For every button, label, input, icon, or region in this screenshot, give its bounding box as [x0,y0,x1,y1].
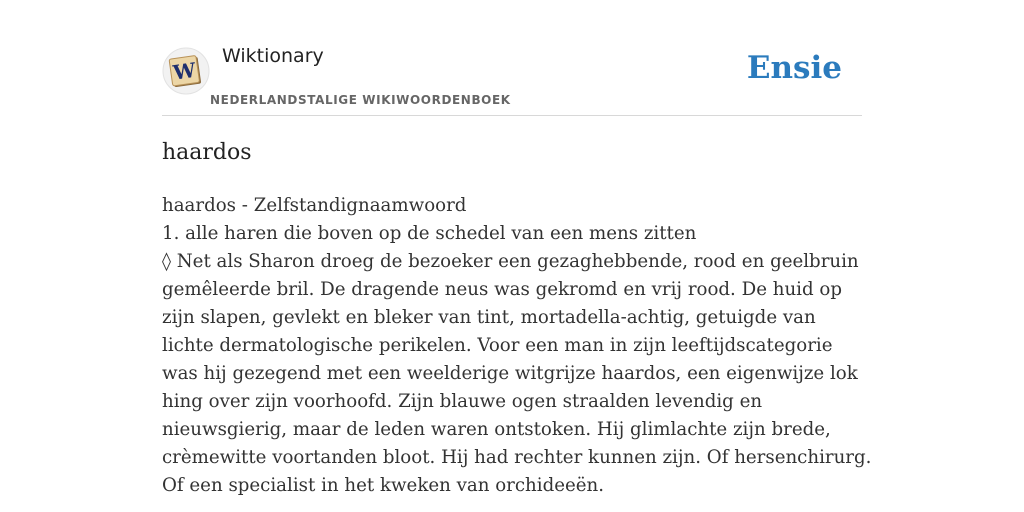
site-subtitle: NEDERLANDSTALIGE WIKIWOORDENBOEK [210,93,511,107]
svg-text:W: W [171,57,198,85]
entry-body [162,192,872,500]
definition-line: 1. alle haren die boven op de schedel van een mens zitten [162,223,697,244]
page-title: haardos [162,140,252,165]
word-class-line: haardos - Zelfstandignaamwoord [162,195,467,216]
site-title[interactable]: Wiktionary [222,45,324,67]
example-paragraph: ◊ Net als Sharon droeg de bezoeker een gezaghebbende, rood en geelbruin gemêleerde bril. De dragende neus was gekromd en vrij rood. De huid op zijn slapen, gevlekt en bleker van tint, mortadella-achtig, getuigde van lichte dermatologische perikelen. Voor een man in zijn leeftijdscategorie was hij gezegend met een weelderige witgrijze haardos, een eigenwijze lok hing over zijn voorhoofd. Zijn blauwe ogen straalden levendig en nieuwsgierig, maar de leden waren ontstoken. Hij glimlachte zijn brede, crèmewitte voortanden bloot. Hij had rechter kunnen zijn. Of hersenchirurg. Of een specialist in het kweken van orchideeën. [162,251,872,496]
ensie-brand-logo[interactable]: Ensie [746,50,842,86]
wiktionary-logo-icon[interactable] [162,47,210,95]
site-header [162,0,862,116]
